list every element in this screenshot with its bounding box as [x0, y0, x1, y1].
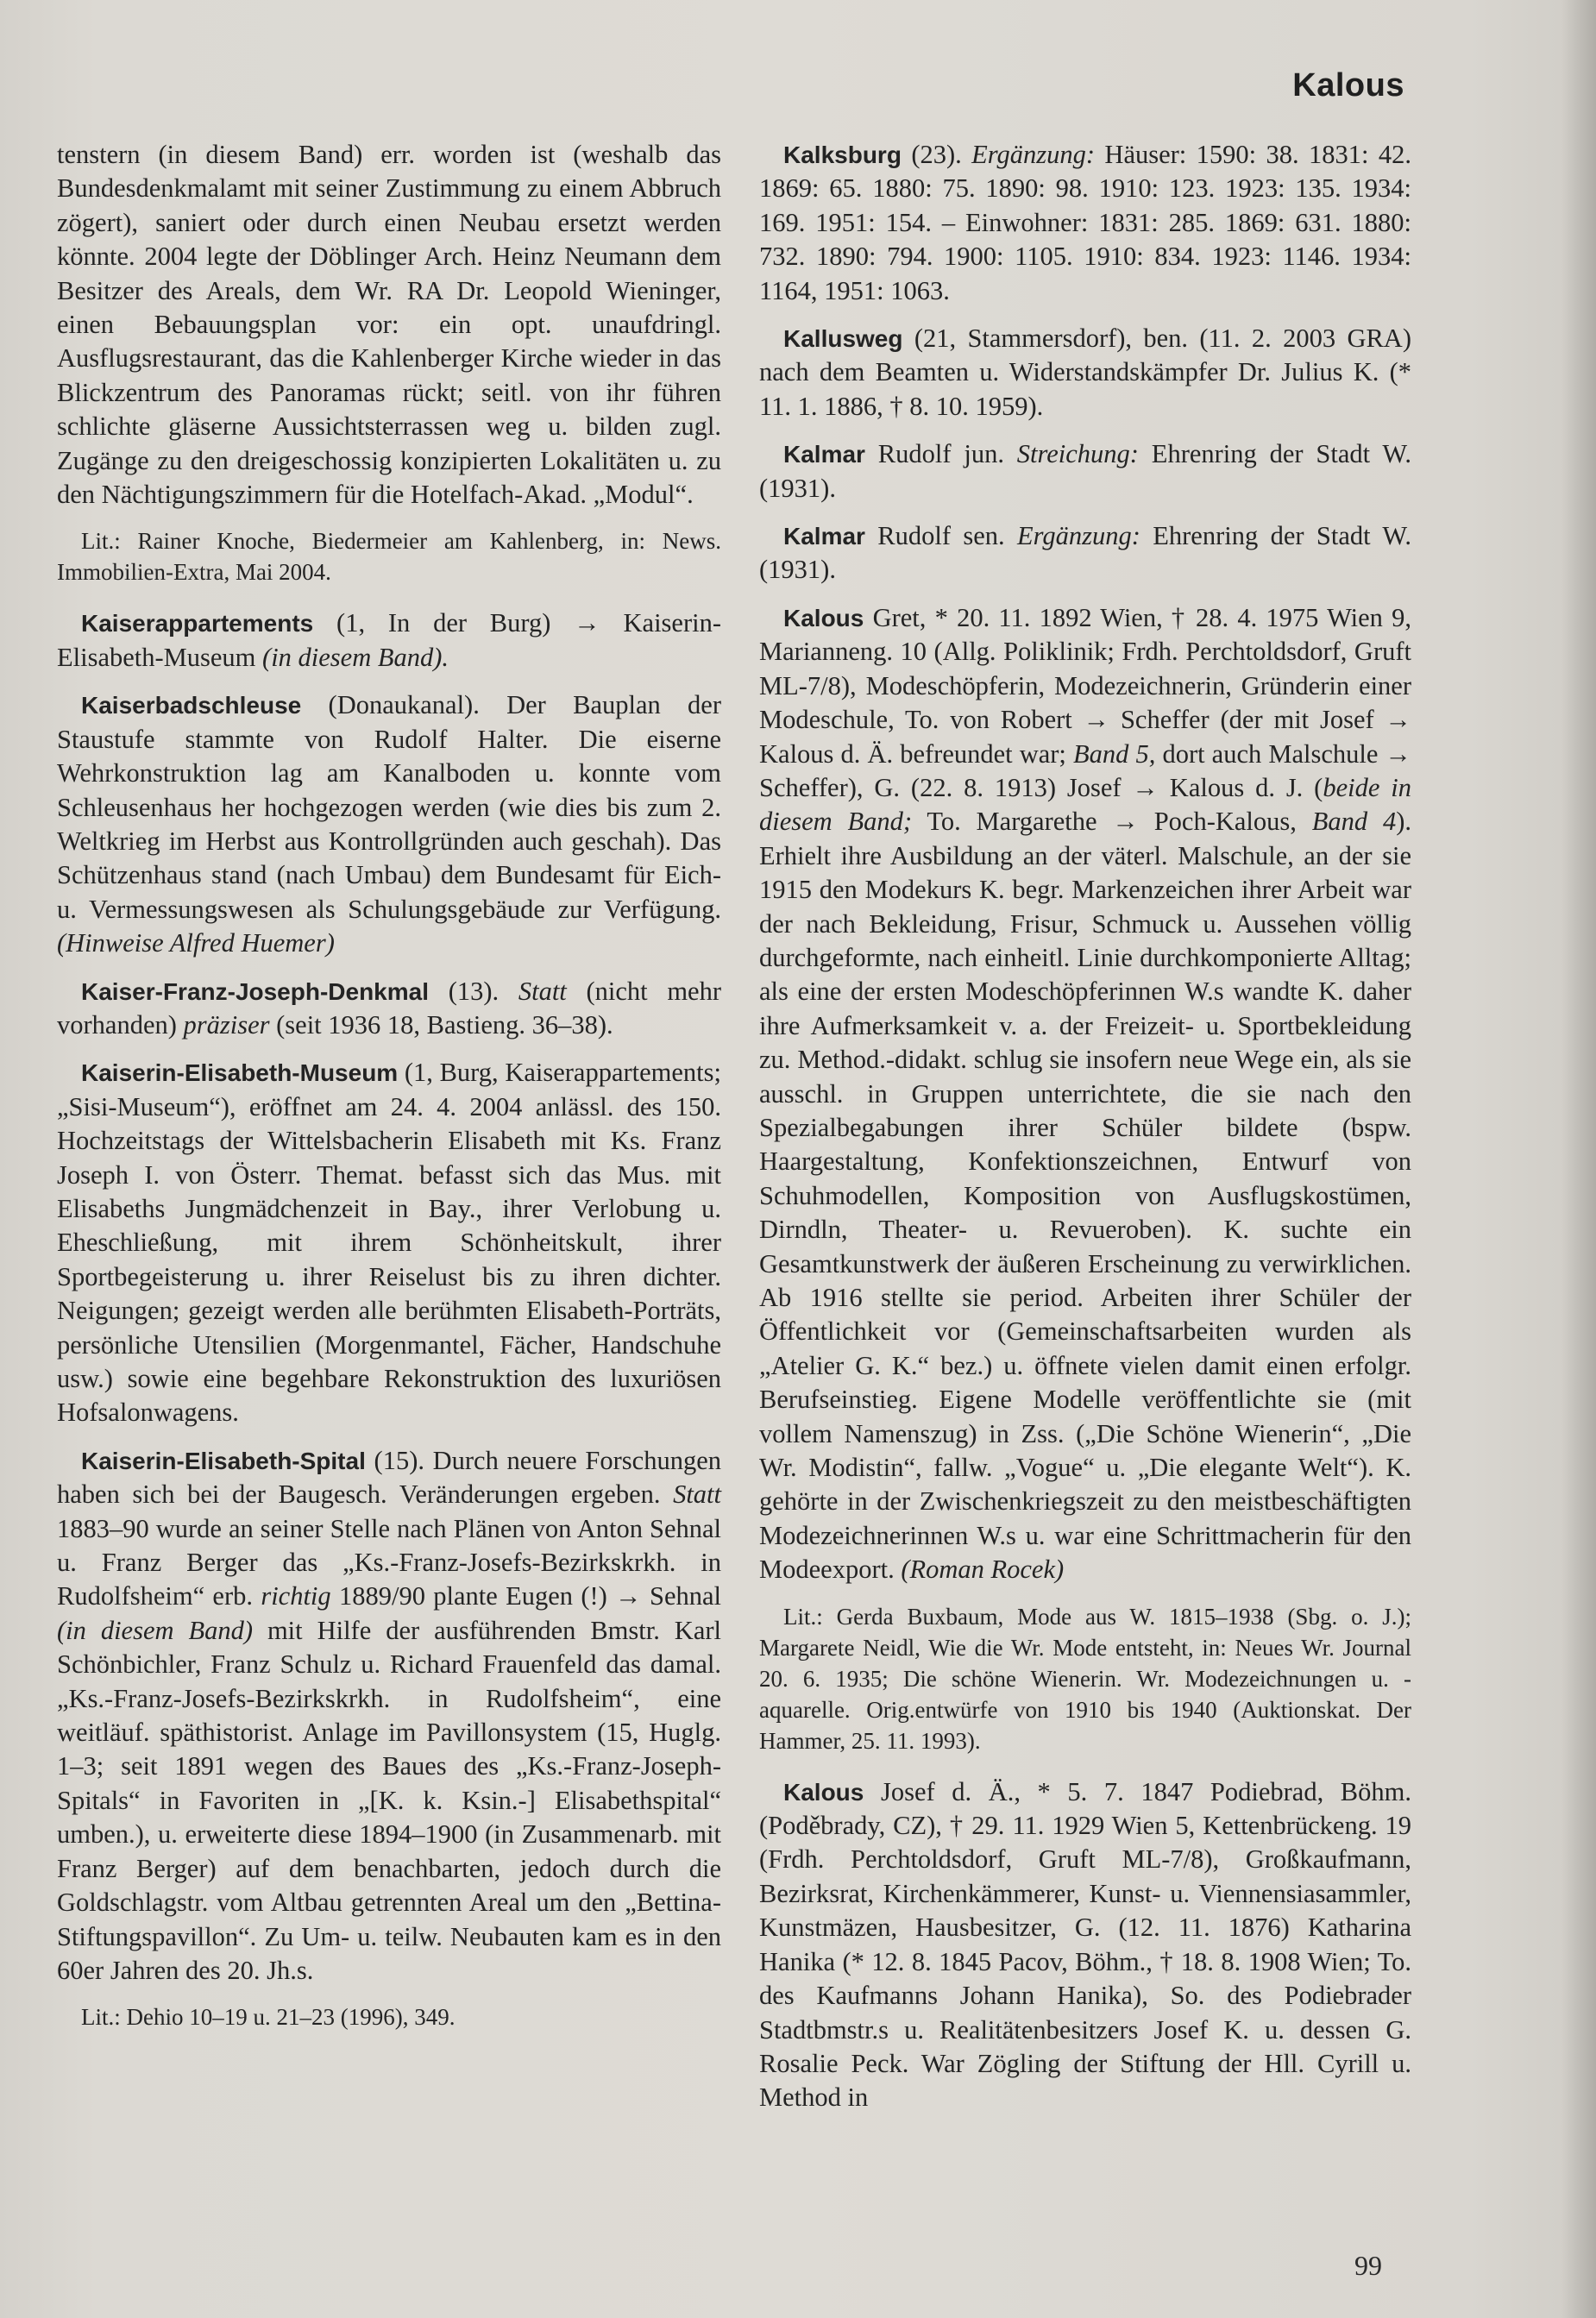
entry-kaiserin-elisabeth-spital: Kaiserin-Elisabeth-Spital (15). Durch neuere Forschungen haben sich bei der Baugesch. Veränderungen ergeben. Statt 1883–90 wurde an seiner Stelle nach Plänen von Anton Sehnal u. Franz Berger das „Ks.-Franz-Josefs-Bezirkskrkh. in Rudolfsheim“ erb. richtig 1889/90 plante Eugen (!) → Sehnal (in diesem Band) mit Hilfe der ausführenden Bmstr. Karl Schönbichler, Franz Schulz u. Richard Frauenfeld das damal. „Ks.-Franz-Josefs-Bezirkskrkh. in Rudolfsheim“, eine weitläuf. späthistorist. Anlage im Pavillonsystem (15, Huglg. 1–3; seit 1891 wegen des Baues des „Ks.-Franz-Joseph-Spitals“ in Favoriten in „[K. k. Ksin.-] Elisabethspital“ umben.), u. erweiterte diese 1894–1900 (in Zusammenarb. mit Franz Berger) auf dem benachbarten, jedoch durch die Goldschlagstr. vom Altbau getrennten Areal um den „Bettina-Stiftungspavillon“. Zu Um- u. teilw. Neubauten kam es in den 60er Jahren des 20. Jh.s. — [57, 1445, 721, 1985]
headword: Kaiserappartements — [81, 610, 314, 638]
headword: Kaiser-Franz-Joseph-Denkmal — [81, 977, 430, 1005]
headword: Kalous — [783, 1778, 864, 1806]
entry-kaiserappartements: Kaiserappartements (1, In der Burg) → Kaiserin-Elisabeth-Museum (in diesem Band). — [57, 608, 721, 672]
entry-kalous-gret: Kalous Gret, * 20. 11. 1892 Wien, † 28. 4. 1975 Wien 9, Marianneng. 10 (Allg. Poliklinik; Frdh. Perchtoldsdorf, Gruft ML-7/8), Modeschöpferin, Modezeichnerin, Gründerin einer Modeschule, To. von Robert → Scheffer (der mit Josef → Kalous d. Ä. befreundet war; Band 5, dort auch Malschule → Scheffer), G. (22. 8. 1913) Josef → Kalous d. J. (beide in diesem Band; To. Margarethe → Poch-Kalous, Band 4). Erhielt ihre Ausbildung an der väterl. Malschule, an der sie 1915 den Modekurs K. begr. Markenzeichen ihrer Arbeit war der nach Bekleidung, Frisur, Schmuck u. Aussehen völlig durchgeformte, nach einheitl. Linie durchkomponierte Alltag; als eine der ersten Modeschöpferinnen W.s wandte K. daher ihre Aufmerksamkeit v. a. der Freizeit- u. Sportbekleidung zu. Method.-didakt. schlug sie insofern neue Wege ein, als sie ausschl. in Gruppen unterrichtete, die sie nach den Spezialbegabungen ihrer Schüler bildete (bspw. Haargestaltung, Konfektionszeichnen, Entwurf von Schuhmodellen, Komposition von Ausflugskostümen, Dirndln, Theater- u. Revueroben). K. suchte ein Gesamtkunstwerk der äußeren Erscheinung zu verwirklichen. Ab 1916 stellte sie period. Arbeiten ihrer Schüler der Öffentlichkeit vor (Gemeinschaftsarbeiten wurden als „Atelier G. K.“ bez.) u. öffnete vielen damit einen erfolgr. Berufseinstieg. Eigene Modelle veröffentlichte sie (mit vollem Namenszug) in Zss. („Die Schöne Wienerin“, „Die Wr. Modistin“, fallw. „Vogue“ u. „Die elegante Welt“). K. gehörte in der Zwischenkriegszeit zu den meistbeschäftigten Modezeichnerinnen W.s u. war eine Schrittmacherin für den Modeexport. (Roman Rocek) — [759, 602, 1411, 1585]
headword: Kalmar — [783, 441, 865, 468]
continued-paragraph: tenstern (in diesem Band) err. worden ist (weshalb das Bundesdenkmalamt mit seiner Zustimmung zu einem Abbruch zögert), saniert oder durch einen Neubau ersetzt werden könnte. 2004 legte der Döblinger Arch. Heinz Neumann dem Besitzer des Areals, dem Wr. RA Dr. Leopold Wieninger, einen Bebauungsplan vor: ein opt. unaufdringl. Ausflugsrestaurant, das die Kahlenberger Kirche wieder in das Blickzentrum des Panoramas rückt; seitl. von ihr führen schlichte gläserne Aussichtsterrassen weg u. bilden zugl. Zugänge zu den dreigeschossig konzipierten Lokalitäten u. zu den Nächtigungszimmern für die Hotelfach-Akad. „Modul“. — [57, 140, 721, 510]
left-column — [57, 138, 721, 2051]
literature-note: Lit.: Dehio 10–19 u. 21–23 (1996), 349. — [81, 2004, 456, 2031]
headword: Kaiserin-Elisabeth-Spital — [81, 1447, 366, 1474]
entry-kaiserin-elisabeth-museum: Kaiserin-Elisabeth-Museum (1, Burg, Kaiserappartements; „Sisi-Museum“), eröffnet am 24. 4. 2004 anlässl. des 150. Hochzeitstags der Wittelsbacherin Elisabeth mit Ks. Franz Joseph I. von Österr. Themat. befasst sich das Mus. mit Elisabeths Jungmädchenzeit in Bay., ihrer Verlobung u. Eheschließung, mit ihrem Schönheitskult, ihrer Sportbegeisterung u. ihrer Reiselust bis zu ihren dichter. Neigungen; gezeigt werden alle berühmten Elisabeth-Porträts, persönliche Utensilien (Morgenmantel, Fächer, Handschuhe usw.) sowie eine begehbare Rekonstruktion des luxuriösen Hofsalonwagens. — [57, 1058, 721, 1428]
headword: Kaiserbadschleuse — [81, 692, 302, 719]
entry-kalksburg: Kalksburg (23). Ergänzung: Häuser: 1590: 38. 1831: 42. 1869: 65. 1880: 75. 1890: 98. 1910: 123. 1923: 135. 1934: 169. 1951: 154. – Einwohner: 1831: 285. 1869: 631. 1880: 732. 1890: 794. 1900: 1105. 1910: 834. 1923: 1146. 1934: 1164, 1951: 1063. — [759, 140, 1411, 305]
entry-kalous-josef: Kalous Josef d. Ä., * 5. 7. 1847 Podiebrad, Böhm. (Poděbrady, CZ), † 29. 11. 1929 Wien 5, Kettenbrückeng. 19 (Frdh. Perchtoldsdorf, Gruft ML-7/8), Großkaufmann, Bezirksrat, Kirchenkämmerer, Kunst- u. Viennensiasammler, Kunstmäzen, Hausbesitzer, G. (12. 11. 1876) Katharina Hanika (* 12. 8. 1845 Pacov, Böhm., † 18. 8. 1908 Wien; To. des Kaufmanns Johann Hanika), So. des Podiebrader Stadtbmstr.s u. Realitätenbesitzers Josef K. u. dessen G. Rosalie Peck. War Zögling der Stiftung der Hll. Cyrill u. Method in — [759, 1776, 1411, 2113]
headword: Kaiserin-Elisabeth-Museum — [81, 1059, 399, 1087]
entry-kalmar-sen: Kalmar Rudolf sen. Ergänzung: Ehrenring der Stadt W. (1931). — [759, 521, 1411, 585]
literature-note: Lit.: Gerda Buxbaum, Mode aus W. 1815–1938 (Sbg. o. J.); Margarete Neidl, Wie die Wr. Mode entsteht, in: Neues Wr. Journal 20. 6. 1935; Die schöne Wienerin. Wr. Modezeichnungen u. -aquarelle. Orig.entwürfe von 1910 bis 1940 (Auktionskat. Der Hammer, 25. 11. 1993). — [759, 1603, 1411, 1754]
headword: Kallusweg — [783, 325, 903, 353]
literature-note: Lit.: Rainer Knoche, Biedermeier am Kahlenberg, in: News. Immobilien-Extra, Mai 2004. — [57, 528, 721, 586]
page-number: 99 — [1354, 2250, 1382, 2281]
running-head: Kalous — [1292, 67, 1404, 104]
entry-kaiserbadschleuse: Kaiserbadschleuse (Donaukanal). Der Bauplan der Staustufe stammte von Rudolf Halter. Die eiserne Wehrkonstruktion lag am Kanalboden u. konnte vom Schleusenhaus her hochgezogen werden (wie dies bis zum 2. Weltkrieg im Herbst aus Kontrollgründen auch geschah). Das Schützenhaus stand (nach Umbau) dem Bundesamt für Eich- u. Vermessungswesen als Schulungsgebäude zur Verfügung. (Hinweise Alfred Huemer) — [57, 690, 721, 958]
headword: Kalous — [783, 604, 864, 631]
headword: Kalksburg — [783, 141, 902, 168]
headword: Kalmar — [783, 523, 865, 550]
entry-kallusweg: Kallusweg (21, Stammersdorf), ben. (11. 2. 2003 GRA) nach dem Beamten u. Widerstandskämpfer Dr. Julius K. (* 11. 1. 1886, † 8. 10. 1959). — [759, 324, 1411, 421]
entry-kalmar-jun: Kalmar Rudolf jun. Streichung: Ehrenring der Stadt W. (1931). — [759, 439, 1411, 503]
entry-kaiser-franz-joseph-denkmal: Kaiser-Franz-Joseph-Denkmal (13). Statt (nicht mehr vorhanden) präziser (seit 1936 18, Bastieng. 36–38). — [57, 976, 721, 1040]
right-column — [759, 138, 1411, 2129]
